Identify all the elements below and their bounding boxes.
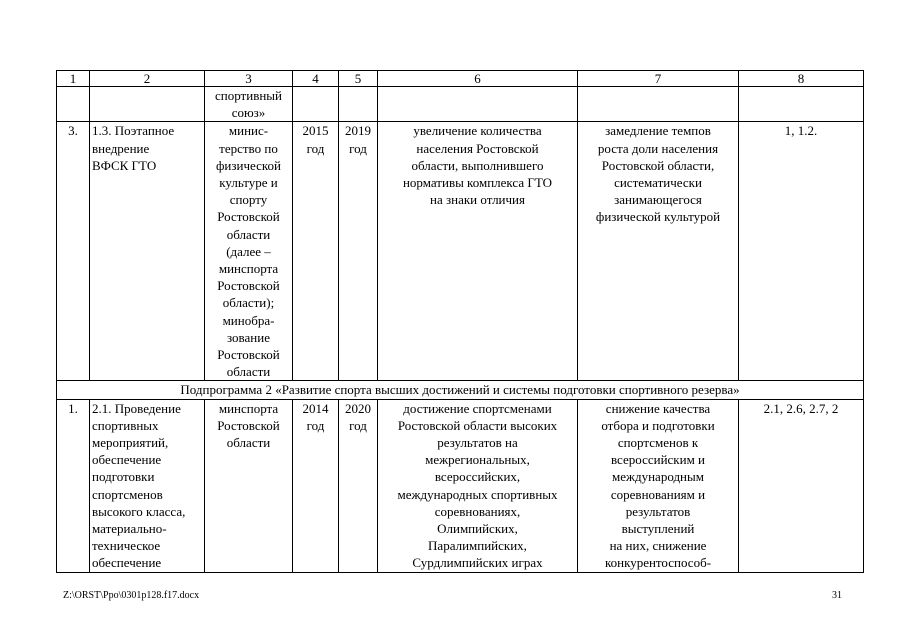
- indicator-link-cell: 2.1, 2.6, 2.7, 2: [739, 399, 864, 572]
- end-year-cell: 2019 год: [339, 122, 378, 381]
- column-number: 4: [293, 71, 339, 87]
- column-number: 2: [90, 71, 205, 87]
- measure-name-cell: 1.3. Поэтапное внедрение ВФСК ГТО: [90, 122, 205, 381]
- table-row-continuation: [57, 87, 864, 122]
- column-number: 3: [205, 71, 293, 87]
- start-year-cell: 2015 год: [293, 122, 339, 381]
- table-cell: [339, 87, 378, 122]
- consequence-cell: снижение качества отбора и подготовки спортсменов к всероссийским и международным соревнованиям и результатов выступлений на них, снижение конкурентоспособ-: [578, 399, 739, 572]
- row-number-cell: 3.: [57, 122, 90, 381]
- table-row: [57, 399, 864, 572]
- table-cell: [578, 87, 739, 122]
- executor-cell: минспорта Ростовской области: [205, 399, 293, 572]
- table-row: [57, 122, 864, 381]
- table-cell: [739, 87, 864, 122]
- table-cell: [90, 87, 205, 122]
- expected-result-cell: достижение спортсменами Ростовской области высоких результатов на межрегиональных, всероссийских, международных спортивных соревнованиях, Олимпийских, Паралимпийских, Сурдлимпийских играх: [378, 399, 578, 572]
- page-number: 31: [832, 590, 842, 601]
- column-number: 1: [57, 71, 90, 87]
- column-number: 7: [578, 71, 739, 87]
- start-year-cell: 2014 год: [293, 399, 339, 572]
- expected-result-cell: увеличение количества населения Ростовской области, выполнившего нормативы комплекса ГТО на знаки отличия: [378, 122, 578, 381]
- subprogram-title: Подпрограмма 2 «Развитие спорта высших достижений и системы подготовки спортивного резерва»: [57, 381, 864, 399]
- column-number-row: [57, 71, 864, 87]
- table-cell: [57, 87, 90, 122]
- column-number: 6: [378, 71, 578, 87]
- column-number: 5: [339, 71, 378, 87]
- consequence-cell: замедление темпов роста доли населения Ростовской области, систематически занимающегося физической культурой: [578, 122, 739, 381]
- table-cell: [378, 87, 578, 122]
- row-number-cell: 1.: [57, 399, 90, 572]
- column-number: 8: [739, 71, 864, 87]
- table-cell: [293, 87, 339, 122]
- measure-name-cell: 2.1. Проведение спортивных мероприятий, обеспечение подготовки спортсменов высокого класса, материально- техническое обеспечение: [90, 399, 205, 572]
- indicator-link-cell: 1, 1.2.: [739, 122, 864, 381]
- executor-cell: минис- терство по физической культуре и спорту Ростовской области (далее – минспорта Ростовской области); минобра- зование Ростовской области: [205, 122, 293, 381]
- subprogram-row: [57, 381, 864, 399]
- end-year-cell: 2020 год: [339, 399, 378, 572]
- executor-cell: спортивный союз»: [205, 87, 293, 122]
- file-path-footer: Z:\ORST\Ppo\0301p128.f17.docx: [63, 590, 200, 601]
- document-table: [56, 70, 864, 573]
